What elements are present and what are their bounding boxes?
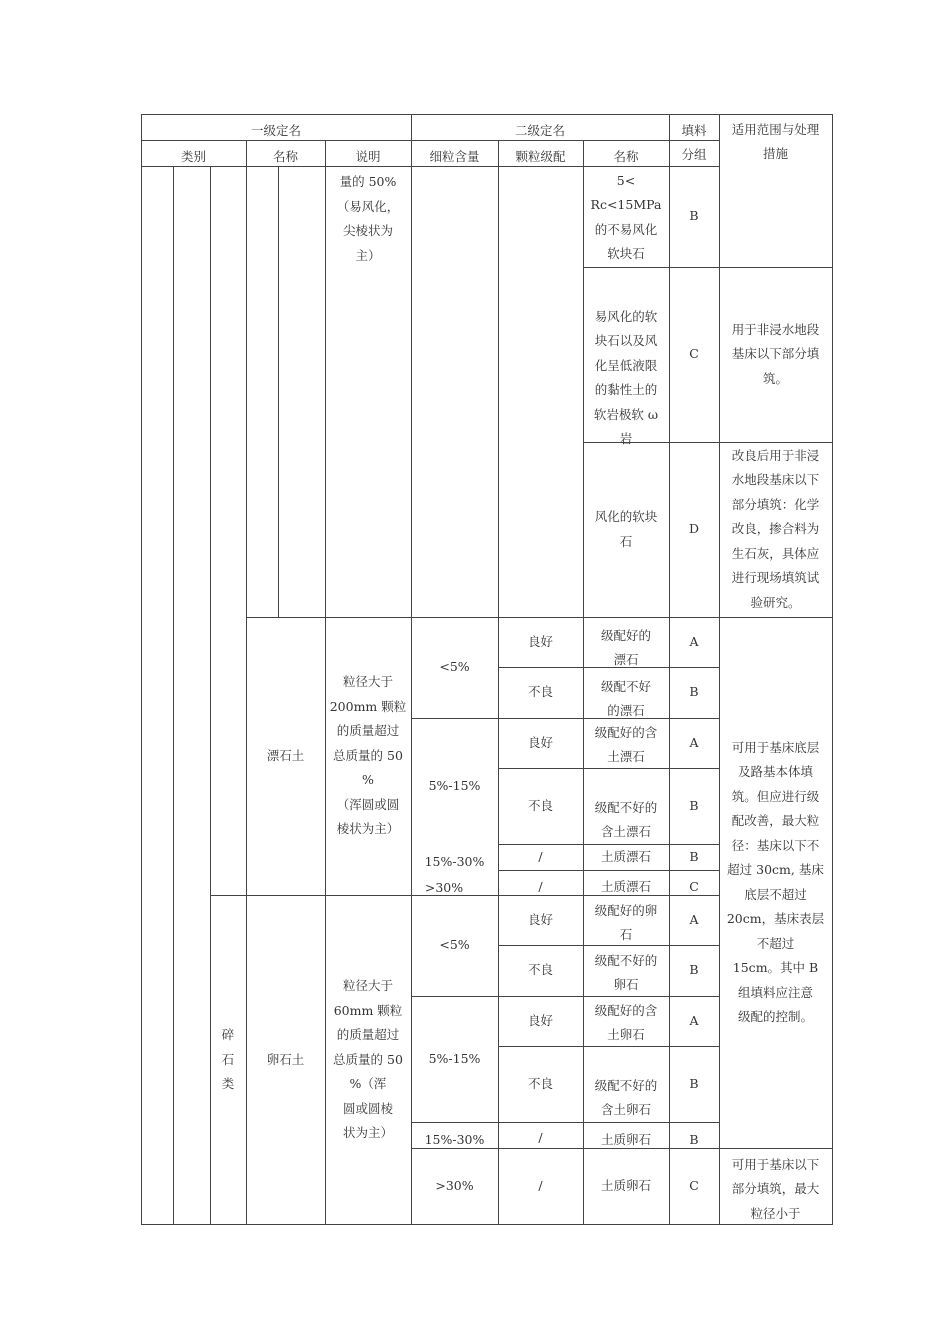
header-scope: 适用范围与处理 措施 <box>731 121 820 161</box>
cobble-fines-1: <5% <box>439 937 470 953</box>
grid-line <box>141 114 833 115</box>
cobble-group-2: B <box>689 962 699 978</box>
block1-scope-2: 用于非浸水地段 基床以下部分填 筑。 <box>731 321 820 386</box>
cobble-group-3: A <box>689 1012 699 1028</box>
boulder-fines-4: >30% <box>424 879 464 895</box>
boulder-fines-1: <5% <box>439 659 470 675</box>
grid-line <box>498 870 719 871</box>
block1-name-3: 风化的软块 石 <box>594 509 658 549</box>
header-level2: 二级定名 <box>514 122 565 138</box>
boulder-grading-6: / <box>538 878 543 894</box>
header-name: 名称 <box>272 148 298 164</box>
boulder-group-2: B <box>689 684 699 700</box>
boulder-grading-2: 不良 <box>527 684 553 700</box>
grid-line <box>173 166 174 1225</box>
boulder-group-4: B <box>689 797 699 813</box>
cobble-soilname-2: 级配不好的 卵石 <box>594 952 658 992</box>
boulder-soilname-5: 土质漂石 <box>600 848 651 864</box>
cobble-group-4: B <box>689 1075 699 1091</box>
block1-name-2: 易风化的软 块石以及风 化呈低液限 的黏性土的 软岩极软 ω 岩 <box>593 308 659 446</box>
block1-group-2: C <box>689 346 699 362</box>
boulder-soilname-3: 级配好的含 土漂石 <box>594 724 658 764</box>
boulder-description: 粒径大于 200mm 颗粒 的质量超过 总质量的 50 % （浑圆或圆 棱状为主） <box>329 674 407 837</box>
scope-shared: 可用于基床底层 及路基本体填 筑。但应进行级 配改善，最大粒 径：基床以下不 超过 30cm, 基床 底层不超过 20cm，基床表层 不超过 15cm。其中 B 组填料应注意 级配的控制。 <box>726 739 825 1024</box>
header-name2: 名称 <box>613 148 639 164</box>
header-fines: 细粒含量 <box>429 148 480 164</box>
block1-scope-3: 改良后用于非浸 水地段基床以下 部分填筑：化学 改良，掺合料为 生石灰，具体应 进行现场填筑试 验研究。 <box>731 447 820 610</box>
header-description: 说明 <box>355 148 381 164</box>
cobble-grading-1: 良好 <box>527 911 553 927</box>
cobble-description: 粒径大于 60mm 颗粒 的质量超过 总质量的 50 %（浑 圆或圆棱 状为主） <box>333 978 403 1141</box>
cobble-soilname-3: 级配好的含 土卵石 <box>594 1002 658 1042</box>
grid-line <box>411 1122 719 1123</box>
header-level1: 一级定名 <box>250 122 301 138</box>
cobble-grading-4: 不良 <box>527 1075 553 1091</box>
cobble-soilname-6: 土质卵石 <box>600 1178 651 1194</box>
block1-name-1: 5< Rc<15MPa 的不易风化 软块石 <box>590 172 662 261</box>
cobble-grading-5: / <box>538 1129 543 1145</box>
block1-group-3: D <box>688 521 700 537</box>
category-crushed-stone: 碎 石 类 <box>221 1027 235 1092</box>
scope-last: 可用于基床以下 部分填筑，最大 粒径小于 <box>731 1156 820 1221</box>
cobble-grading-3: 良好 <box>527 1012 553 1028</box>
header-category: 类别 <box>180 148 206 164</box>
cobble-grading-6: / <box>538 1178 543 1194</box>
boulder-grading-1: 良好 <box>527 633 553 649</box>
grid-line <box>278 166 279 618</box>
cobble-grading-2: 不良 <box>527 962 553 978</box>
cobble-group-1: A <box>689 911 699 927</box>
cobble-fines-3: 15%-30% <box>424 1131 485 1147</box>
boulder-group-3: A <box>689 734 699 750</box>
header-fill-group: 填料 分组 <box>681 122 707 162</box>
block1-group-1: B <box>689 208 699 224</box>
boulder-name: 漂石土 <box>266 747 305 763</box>
boulder-grading-4: 不良 <box>527 797 553 813</box>
cobble-fines-4: >30% <box>435 1178 474 1194</box>
cobble-soilname-5: 土质卵石 <box>600 1131 651 1147</box>
block1-description: 量的 50% （易风化， 尖棱状为 主） <box>336 174 400 263</box>
boulder-grading-3: 良好 <box>527 734 553 750</box>
boulder-soilname-6: 土质漂石 <box>600 878 651 894</box>
cobble-fines-2: 5%-15% <box>428 1050 481 1066</box>
boulder-group-5: B <box>689 848 699 864</box>
grid-line <box>141 114 142 1225</box>
boulder-fines-2: 5%-15% <box>428 777 481 793</box>
cobble-soilname-4: 级配不好的 含土卵石 <box>594 1077 658 1117</box>
grid-line <box>832 114 833 1225</box>
cobble-soilname-1: 级配好的卵 石 <box>594 902 658 942</box>
boulder-soilname-1: 级配好的 漂石 <box>600 627 651 667</box>
boulder-fines-3: 15%-30% <box>424 853 485 869</box>
header-grading: 颗粒级配 <box>515 148 566 164</box>
boulder-soilname-2: 级配不好 的漂石 <box>600 678 651 718</box>
cobble-name: 卵石土 <box>266 1051 305 1067</box>
cobble-group-6: C <box>689 1178 699 1194</box>
cobble-group-5: B <box>689 1131 699 1147</box>
boulder-soilname-4: 级配不好的 含土漂石 <box>594 799 658 839</box>
boulder-group-6: C <box>689 878 699 894</box>
boulder-grading-5: / <box>538 848 543 864</box>
boulder-group-1: A <box>689 633 699 649</box>
